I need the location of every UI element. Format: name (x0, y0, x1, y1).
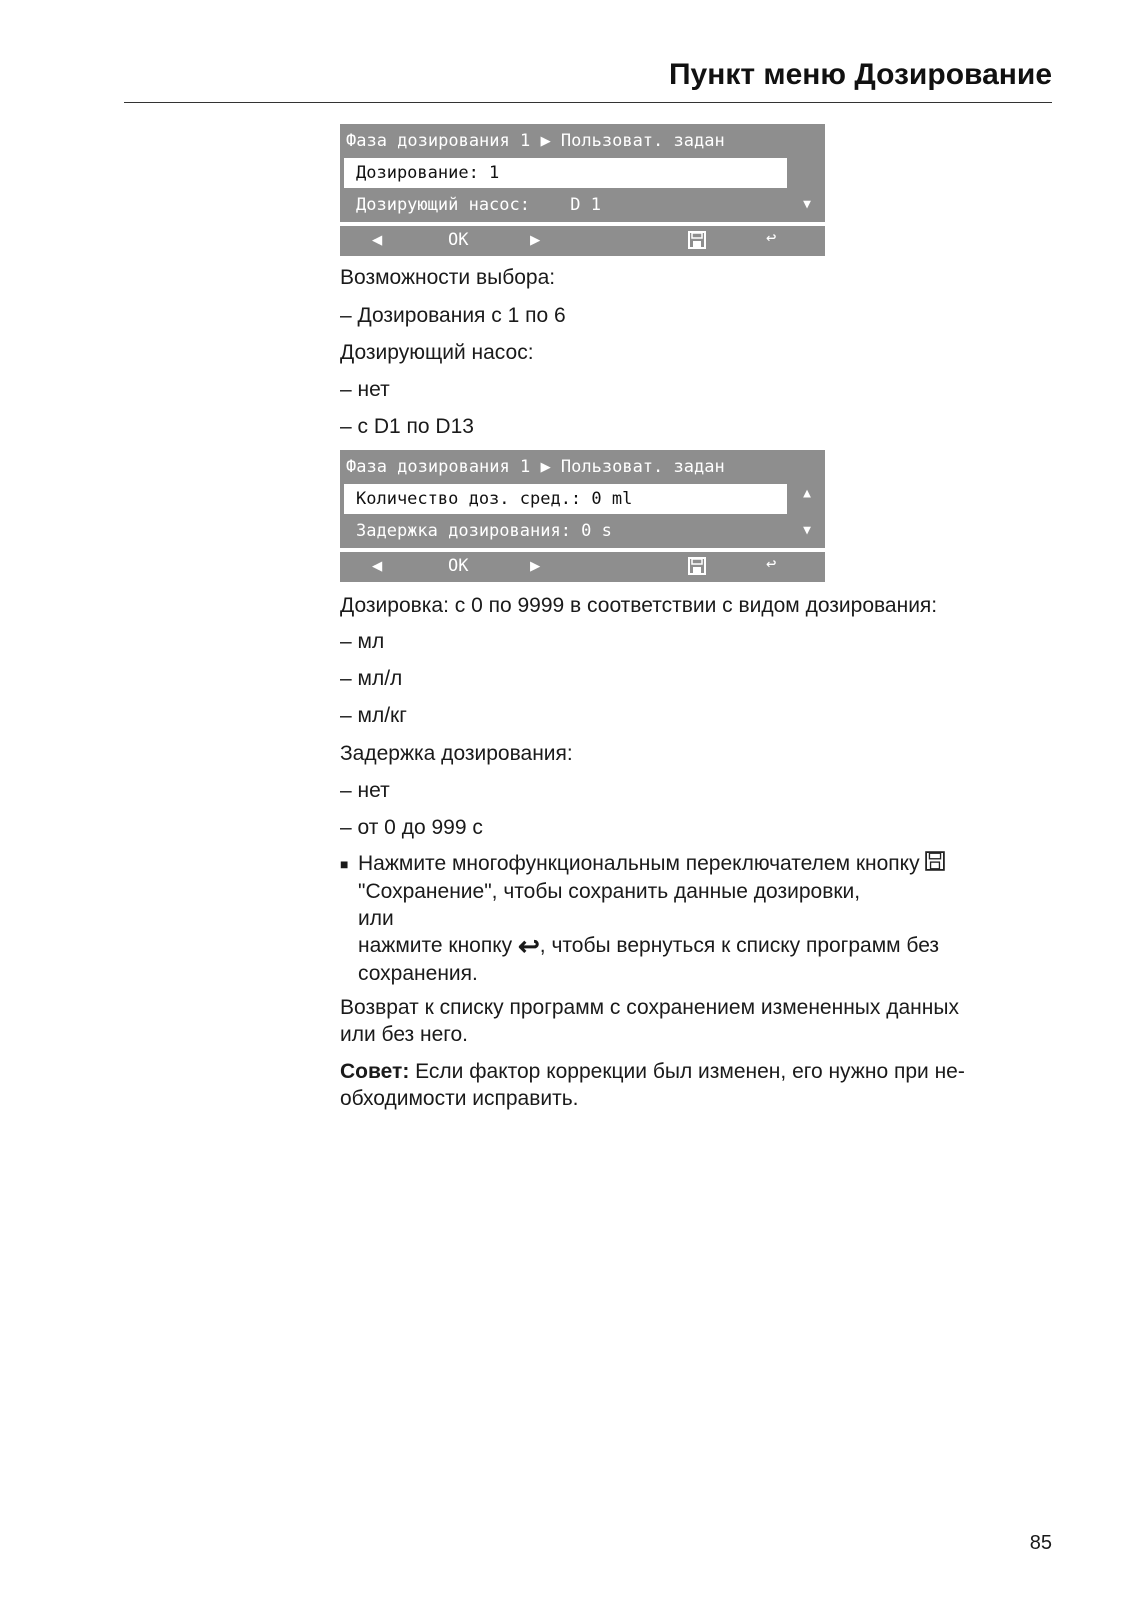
options-heading-pump: Дозирующий насос: (340, 341, 534, 364)
page-number: 85 (1029, 1532, 1052, 1554)
row-label: Дозирующий насос: (356, 195, 530, 215)
row-value: D 1 (570, 195, 601, 215)
dosing-range-text: Дозировка: с 0 по 9999 в соответствии с видом дозирования: (340, 594, 938, 617)
softkey-bar (340, 548, 825, 582)
option-item: – нет (340, 779, 390, 802)
scroll-down-icon[interactable]: ▼ (803, 197, 811, 212)
instruction-line (358, 932, 1028, 960)
option-item: – Дозирования с 1 по 6 (340, 304, 566, 327)
options-heading: Возможности выбора: (340, 266, 556, 289)
tip-line: обходимости исправить. (340, 1087, 579, 1110)
row-delay[interactable] (340, 514, 825, 548)
device-screen-2 (340, 450, 825, 582)
ok-button[interactable]: OK (448, 556, 469, 576)
page-title: Пункт меню Дозирование (668, 58, 1052, 91)
back-icon: ↩ (518, 930, 540, 961)
option-item: – мл/кг (340, 704, 407, 727)
selected-row-dosing[interactable]: Дозирование: 1 (344, 158, 787, 188)
ok-button[interactable]: OK (448, 230, 469, 250)
tip-body: Если фактор коррекции был изменен, его нужно при не- (409, 1060, 965, 1083)
option-item: – мл/л (340, 667, 403, 690)
save-icon[interactable] (688, 231, 706, 254)
delay-heading: Задержка дозирования: (340, 742, 573, 765)
option-item: – нет (340, 378, 390, 401)
instruction-line (358, 850, 1028, 878)
softkey-bar (340, 222, 825, 256)
right-arrow-icon[interactable]: ▶ (530, 230, 541, 250)
instruction-text: нажмите кнопку (358, 933, 513, 957)
result-line: Возврат к списку программ с сохранением измененных данных (340, 996, 959, 1019)
save-icon (925, 851, 945, 878)
option-item: – с D1 по D13 (340, 415, 474, 438)
row-label: Задержка дозирования: 0 s (356, 521, 612, 541)
instruction-line: сохранения. (358, 961, 478, 985)
scroll-down-icon[interactable]: ▼ (803, 523, 811, 538)
option-item: – от 0 до 999 с (340, 816, 483, 839)
screen-title: Фаза дозирования 1 ▶ Пользоват. задан (346, 131, 725, 151)
screen-title: Фаза дозирования 1 ▶ Пользоват. задан (346, 457, 725, 477)
instruction-text: , чтобы вернуться к списку программ без (539, 933, 940, 957)
instruction-block (358, 850, 1028, 987)
option-item: – мл (340, 630, 385, 653)
tip-line (340, 1058, 1030, 1085)
bullet-square-icon: ■ (340, 856, 349, 872)
result-text (340, 994, 1030, 1048)
selected-row-amount[interactable] (344, 484, 787, 514)
left-arrow-icon[interactable]: ◀ (372, 230, 383, 250)
header-divider (124, 102, 1052, 103)
back-icon[interactable]: ↩ (766, 228, 777, 248)
instruction-text: Нажмите многофункциональным переключателем кнопку (358, 852, 920, 875)
device-screen-1 (340, 124, 825, 256)
result-line: или без него. (340, 1023, 469, 1046)
left-arrow-icon[interactable]: ◀ (372, 556, 383, 576)
tip-label: Совет: (340, 1060, 410, 1083)
row-label: Количество доз. сред.: 0 ml (356, 489, 633, 509)
scroll-up-icon[interactable]: ▲ (803, 486, 811, 501)
instruction-line: или (358, 906, 394, 930)
right-arrow-icon[interactable]: ▶ (530, 556, 541, 576)
instruction-line: "Сохранение", чтобы сохранить данные дозировки, (358, 879, 861, 903)
tip-text (340, 1058, 1030, 1112)
row-dosing-pump[interactable] (340, 188, 825, 222)
back-icon[interactable]: ↩ (766, 554, 777, 574)
save-icon[interactable] (688, 557, 706, 580)
